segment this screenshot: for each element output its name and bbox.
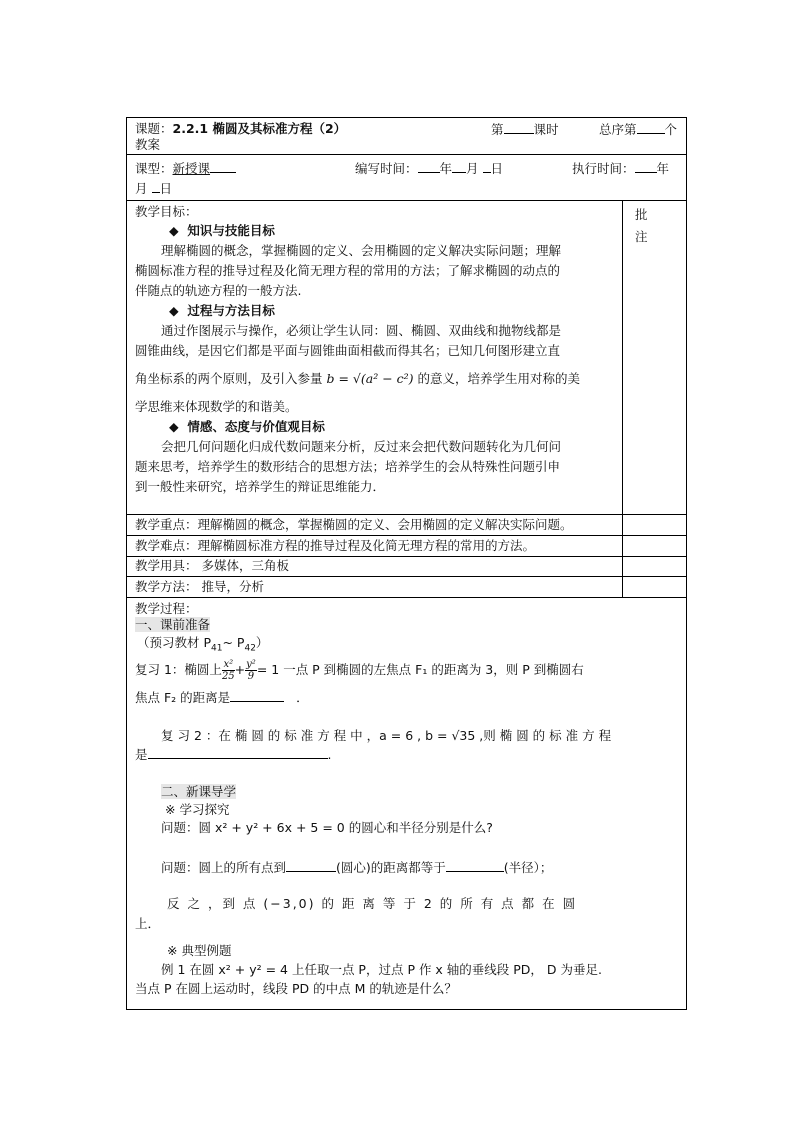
difficulty-row: 教学难点：理解椭圆标准方程的推导过程及化简无理方程的常用的方法。: [127, 536, 686, 557]
process-title: 教学过程：: [135, 601, 198, 616]
objective-text: 通过作图展示与操作，必须让学生认同：圆、椭圆、双曲线和抛物线都是: [161, 323, 562, 338]
review-2-cont: 是 .: [135, 744, 678, 765]
compile-time: 编写时间： 年 月 日: [355, 158, 503, 179]
objective-text: 理解椭圆的概念，掌握椭圆的定义、会用椭圆的定义解决实际问题；理解: [161, 243, 562, 258]
question-3-cont: 上．: [135, 916, 161, 931]
objective-text: 伴随点的轨迹方程的一般方法.: [135, 283, 302, 298]
header-row-topic: [127, 118, 686, 155]
answer-blank[interactable]: [446, 857, 504, 872]
section-2-heading: 二、新课导学: [161, 784, 237, 799]
period-blank[interactable]: [504, 119, 534, 134]
objective-text: 到一般性来研究，培养学生的辩证思维能力．: [135, 479, 386, 494]
side-note: 批 注: [635, 207, 648, 244]
header-row-type: 课型：新授课 编写时间： 年 月 日 执行时间： 年 月 日: [127, 155, 686, 201]
sequence-blank[interactable]: [637, 119, 665, 134]
objectives-section: [127, 201, 686, 515]
tools-row: 教学用具： 多媒体，三角板: [127, 557, 686, 577]
type-label: 课型：: [135, 161, 173, 176]
review-1-cont: 焦点 F₂ 的距离是 ．: [135, 687, 678, 708]
objective-text: 学思维来体现数学的和谐美。: [135, 399, 298, 414]
review-2: 复 习 2 ：在 椭 圆 的 标 准 方 程 中 ，a = 6 , b = √35 ,则 椭 圆 的 标 准 方 程: [161, 728, 612, 743]
answer-blank[interactable]: [230, 687, 284, 702]
process-section: [127, 598, 686, 1010]
answer-blank[interactable]: [286, 857, 336, 872]
objective-text: 会把几何问题化归成代数问题来分析，反过来会把代数问题转化为几何问: [161, 439, 562, 454]
section-1-heading: 一、课前准备: [135, 617, 211, 632]
answer-blank[interactable]: [148, 744, 328, 759]
question-1: 问题：圆 x² + y² + 6x + 5 = 0 的圆心和半径分别是什么?: [161, 820, 493, 835]
question-2: 问题：圆上的所有点到 (圆心)的距离都等于 (半径）；: [161, 857, 678, 878]
period-field: 第 课时: [491, 119, 559, 140]
preview-note: （预习教材 $P_{41}\sim$ $P_{42}$）: [137, 635, 269, 654]
review-1: 复习 1：椭圆上 $\frac{\text{x²}}{25}$ + $\frac{\text{y²}}{9}$ = 1 一点 P 到椭圆的左焦点 F₁ 的距离为 3，则 P 到椭圆右: [135, 659, 584, 682]
example-1-cont: 当点 P 在圆上运动时，线段 PD 的中点 M 的轨迹是什么？: [135, 981, 457, 996]
objective-heading-2: ◆ 过程与方法目标: [169, 303, 275, 318]
objectives-title: 教学目标：: [135, 204, 198, 219]
sequence-wrap: 教案: [135, 137, 161, 152]
example-heading: ※ 典型例题: [167, 943, 232, 958]
topic-label: 课题：: [135, 121, 173, 136]
question-3: 反 之 ，到 点 (−3,0) 的 距 离 等 于 2 的 所 有 点 都 在 圆: [167, 896, 578, 911]
method-row: 教学方法： 推导，分析: [127, 577, 686, 598]
objective-heading-3: ◆ 情感、态度与价值观目标: [169, 419, 325, 434]
topic-title: 2.2.1 椭圆及其标准方程（2）: [172, 121, 347, 136]
sequence-field: 总序第 个: [599, 119, 677, 140]
key-point-row: 教学重点：理解椭圆的概念，掌握椭圆的定义、会用椭圆的定义解决实际问题。: [127, 515, 686, 536]
objective-text: 圆锥曲线，是因它们都是平面与圆锥曲面相截而得其名；已知几何图形建立直: [135, 343, 561, 358]
objective-text: 题来思考，培养学生的数形结合的思想方法；培养学生的会从特殊性问题引申: [135, 459, 561, 474]
objective-text: 椭圆标准方程的推导过程及化简无理方程的常用的方法；了解求椭圆的动点的: [135, 263, 561, 278]
exec-time: 执行时间： 年: [572, 158, 669, 179]
example-1: 例 1 在圆 x² + y² = 4 上任取一点 P，过点 P 作 x 轴的垂线段 PD， D 为垂足.: [161, 962, 602, 977]
type-value: 新授课: [172, 161, 211, 176]
objective-heading-1: ◆ 知识与技能目标: [169, 223, 275, 238]
objective-text-formula: 角坐标系的两个原则，及引入参量 b = √(a² − c²) 的意义，培养学生用对称的美: [135, 371, 581, 386]
lesson-plan-table: [126, 117, 687, 1010]
explore-heading: ※ 学习探究: [165, 802, 230, 817]
